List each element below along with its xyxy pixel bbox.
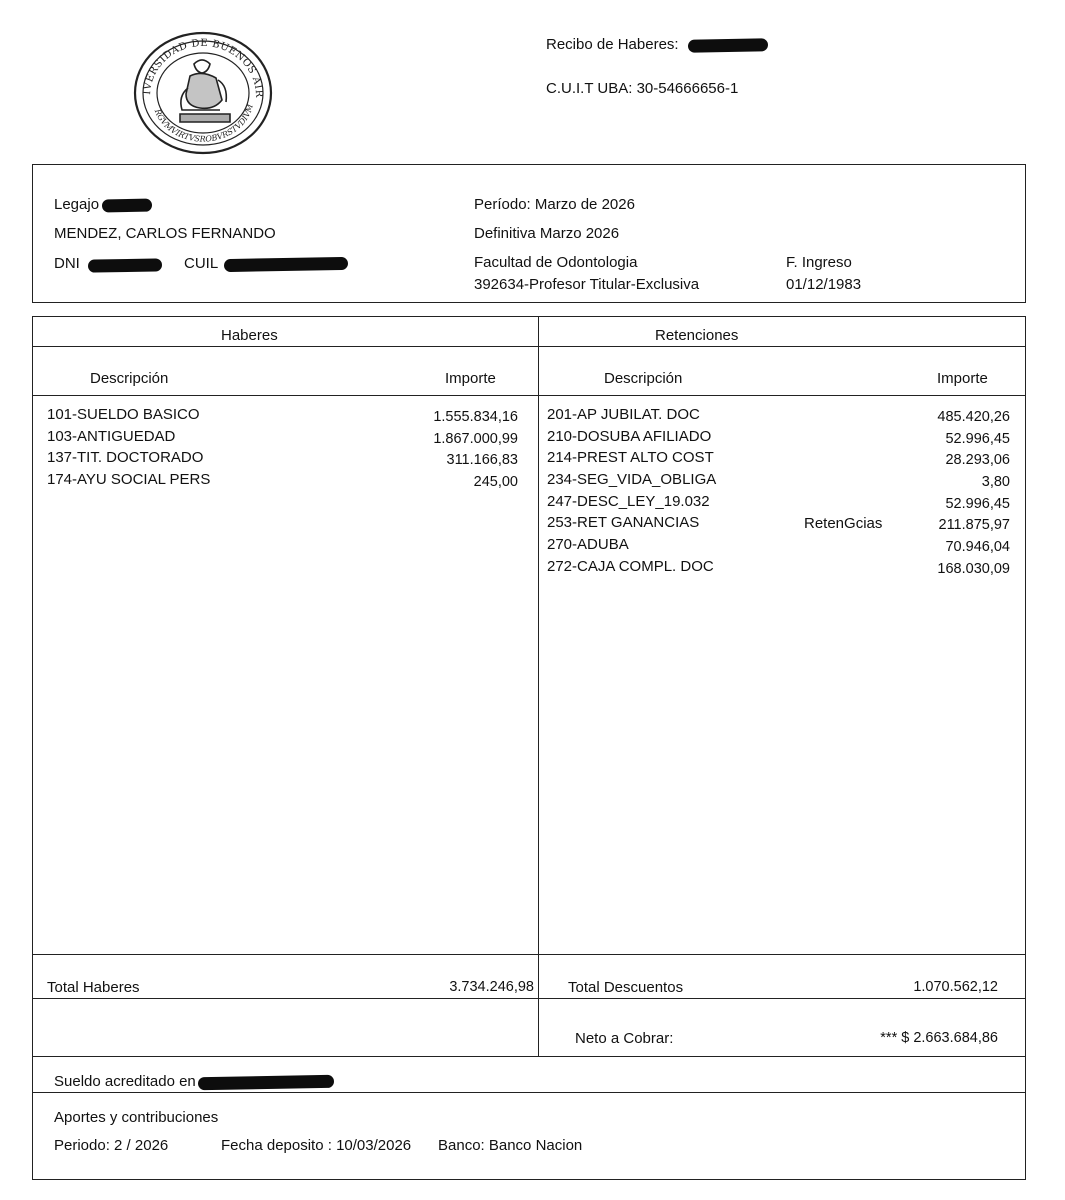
- haberes-title: Haberes: [221, 327, 278, 344]
- list-item: 137-TIT. DOCTORADO: [47, 449, 204, 467]
- list-item: 214-PREST ALTO COST: [547, 449, 714, 467]
- retenciones-col-importe: Importe: [937, 370, 988, 387]
- list-item: 270-ADUBA: [547, 536, 629, 554]
- uba-seal-logo: [132, 30, 274, 156]
- totals-divider: [32, 998, 1026, 999]
- dni-redaction: [88, 258, 162, 272]
- colhead-divider: [32, 395, 1026, 396]
- list-item-amount: 168.030,09: [937, 560, 1010, 577]
- list-item-amount: 28.293,06: [945, 452, 1010, 469]
- seal-text-bottom: RGVMVIRTVSROBVRSTVDIVM: [152, 103, 255, 144]
- retganancias-note: RetenGcias: [804, 515, 883, 532]
- items-bottom-divider: [32, 954, 1026, 955]
- bank-account-redaction: [198, 1075, 334, 1090]
- list-item: 103-ANTIGUEDAD: [47, 427, 176, 445]
- list-item: 201-AP JUBILAT. DOC: [547, 406, 700, 423]
- list-item: 174-AYU SOCIAL PERS: [47, 471, 211, 489]
- list-item-amount: 70.946,04: [945, 539, 1010, 556]
- retenciones-title: Retenciones: [655, 327, 739, 344]
- definitiva-text: Definitiva Marzo 2026: [474, 225, 620, 242]
- aportes-periodo: Periodo: 2 / 2026: [54, 1137, 169, 1154]
- fecha-deposito: Fecha deposito : 10/03/2026: [221, 1137, 412, 1154]
- neto-value: *** $ 2.663.684,86: [880, 1030, 998, 1046]
- ingreso-label: F. Ingreso: [786, 254, 852, 271]
- sueldo-acreditado-label: Sueldo acreditado en: [54, 1073, 196, 1090]
- dni-label: DNI: [54, 255, 80, 272]
- acreditado-divider: [32, 1092, 1026, 1093]
- cuit-text: C.U.I.T UBA: 30-54666656-1: [546, 80, 739, 97]
- facultad-text: Facultad de Odontologia: [474, 254, 638, 271]
- haberes-col-desc: Descripción: [90, 370, 169, 387]
- retenciones-amount-list: [870, 407, 1010, 581]
- cuil-redaction: [224, 257, 348, 272]
- list-item: 247-DESC_LEY_19.032: [547, 492, 710, 510]
- cargo-text: 392634-Profesor Titular-Exclusiva: [474, 276, 700, 293]
- list-item-amount: 485.420,26: [937, 409, 1010, 425]
- list-item-amount: 1.867.000,99: [433, 430, 518, 447]
- seal-text-top: IVERSIDAD DE BUENOS AIR: [141, 37, 265, 99]
- list-item-amount: 3,80: [981, 474, 1010, 491]
- recibo-label: Recibo de Haberes:: [546, 36, 679, 53]
- periodo-text: Período: Marzo de 2026: [474, 196, 635, 213]
- header-divider: [32, 346, 1026, 347]
- list-item: 253-RET GANANCIAS: [547, 514, 700, 532]
- recibo-number-redaction: [688, 38, 768, 52]
- legajo-redaction: [102, 199, 152, 213]
- neto-divider: [32, 1056, 1026, 1057]
- center-divider: [538, 316, 539, 1056]
- cuil-label: CUIL: [184, 255, 219, 272]
- retenciones-desc-list: [547, 404, 777, 578]
- total-descuentos-label: Total Descuentos: [568, 979, 684, 996]
- employee-name: MENDEZ, CARLOS FERNANDO: [54, 225, 276, 242]
- ingreso-date: 01/12/1983: [786, 276, 862, 293]
- list-item-amount: 52.996,45: [945, 495, 1010, 512]
- list-item: 101-SUELDO BASICO: [47, 406, 200, 423]
- list-item-amount: 311.166,83: [446, 452, 518, 469]
- haberes-amount-list: [378, 407, 518, 494]
- haberes-col-importe: Importe: [445, 370, 496, 387]
- list-item-amount: 245,00: [473, 474, 518, 491]
- list-item: 234-SEG_VIDA_OBLIGA: [547, 471, 717, 489]
- haberes-desc-list: [47, 404, 307, 491]
- list-item-amount: 1.555.834,16: [433, 409, 518, 425]
- total-descuentos-value: 1.070.562,12: [913, 979, 998, 995]
- total-haberes-value: 3.734.246,98: [449, 979, 534, 995]
- list-item: 272-CAJA COMPL. DOC: [547, 557, 714, 575]
- total-haberes-label: Total Haberes: [47, 979, 140, 996]
- neto-label: Neto a Cobrar:: [575, 1030, 674, 1047]
- retenciones-col-desc: Descripción: [604, 370, 683, 387]
- list-item-amount: 211.875,97: [938, 517, 1010, 534]
- list-item: 210-DOSUBA AFILIADO: [547, 427, 712, 445]
- legajo-label: Legajo: [54, 196, 100, 213]
- banco-text: Banco: Banco Nacion: [438, 1137, 583, 1154]
- aportes-title: Aportes y contribuciones: [54, 1109, 219, 1126]
- list-item-amount: 52.996,45: [945, 430, 1010, 447]
